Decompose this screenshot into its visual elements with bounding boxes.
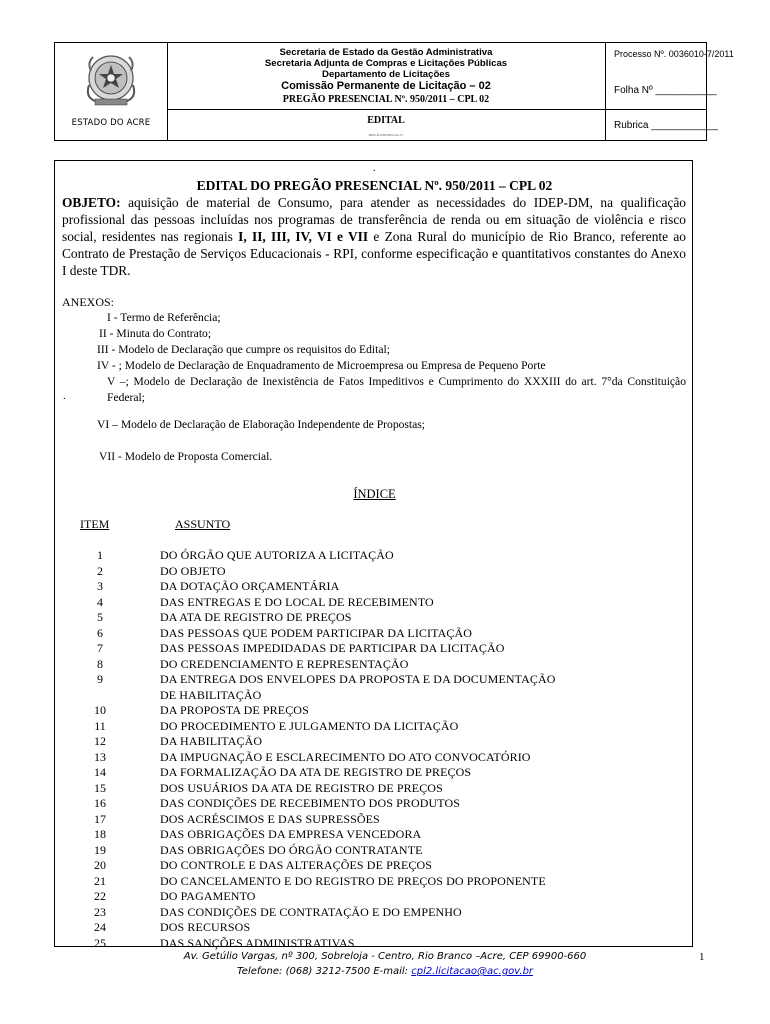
- processo-number: Processo Nº. 0036010-7/2011: [614, 49, 734, 59]
- anexo-item: I - Termo de Referência;: [107, 311, 221, 324]
- objeto-label: OBJETO:: [62, 195, 121, 210]
- index-item-number: 4: [97, 594, 103, 609]
- header-title-cell: [167, 43, 606, 140]
- anexo-item: IV - ; Modelo de Declaração de Enquadramento de Microempresa ou Empresa de Pequeno Porte: [97, 359, 546, 372]
- anexo-item: III - Modelo de Declaração que cumpre os requisitos do Edital;: [97, 343, 390, 356]
- index-item-number: 11: [94, 718, 106, 733]
- objeto-text-1: aquisição de material de Consumo, para atender as necessidades do IDEP-DM, na qualificação profissional das pessoas incluídas nos programas de transferência de renda ou em situação de violência e risco social, residentes nas regionais: [62, 195, 686, 244]
- header-edital: EDITAL: [367, 115, 405, 126]
- header-departamento: Departamento de Licitações: [322, 69, 450, 80]
- page-number: 1: [699, 951, 705, 963]
- footer-phone: Telefone: (068) 3212-7500 E-mail:: [236, 966, 412, 977]
- header-edital-small: PREGÃO PRESENCIAL Nº: [368, 133, 404, 137]
- assunto-column-header: ASSUNTO: [175, 517, 231, 531]
- header-secretaria-adjunta: Secretaria Adjunta de Compras e Licitações Públicas: [264, 58, 508, 69]
- index-item-subject: DOS RECURSOS: [160, 920, 251, 934]
- index-item-number: 3: [97, 579, 103, 593]
- folha-field: Folha Nº ___________: [614, 85, 717, 96]
- index-item-subject: DO OBJETO: [160, 563, 226, 578]
- index-item-subject: DAS SANÇÕES ADMINISTRATIVAS: [160, 935, 355, 950]
- index-item-subject: DO CANCELAMENTO E DO REGISTRO DE PREÇOS DO PROPONENTE: [160, 873, 546, 888]
- index-item-subject: DOS ACRÉSCIMOS E DAS SUPRESSÕES: [160, 811, 380, 826]
- index-item-subject: DAS PESSOAS QUE PODEM PARTICIPAR DA LICITAÇÃO: [160, 625, 472, 640]
- index-item-number: 24: [94, 920, 106, 934]
- index-item-number: 6: [97, 625, 103, 640]
- index-item-subject: DAS ENTREGAS E DO LOCAL DE RECEBIMENTO: [160, 594, 434, 609]
- index-item-subject: DAS PESSOAS IMPEDIDADAS DE PARTICIPAR DA LICITAÇÃO: [160, 641, 505, 655]
- footer-email-link[interactable]: cpl2.licitacao@ac.gov.br: [411, 966, 534, 977]
- header-secretaria: Secretaria de Estado da Gestão Administrativa: [279, 47, 493, 58]
- index-item-subject-continuation: DE HABILITAÇÃO: [160, 687, 262, 702]
- index-item-subject: DA DOTAÇÃO ORÇAMENTÁRIA: [160, 579, 340, 593]
- index-item-number: 2: [97, 563, 103, 578]
- acre-coat-of-arms-icon: [81, 51, 141, 109]
- footer-contact: [0, 966, 770, 977]
- index-item-number: 16: [94, 796, 106, 810]
- anexo-dot: .: [63, 390, 66, 402]
- index-item-subject: DO CREDENCIAMENTO E REPRESENTAÇÃO: [160, 656, 409, 671]
- index-item-number: 15: [94, 780, 106, 795]
- indice-heading: ÍNDICE: [353, 487, 396, 501]
- header-logo-cell: [55, 43, 168, 140]
- index-item-subject: DAS OBRIGAÇÕES DA EMPRESA VENCEDORA: [160, 827, 422, 841]
- footer-address: Av. Getúlio Vargas, nº 300, Sobreloja - Centro, Rio Branco –Acre, CEP 69900-660: [183, 951, 587, 962]
- anexo-item: II - Minuta do Contrato;: [99, 327, 212, 340]
- header-divider: [167, 109, 605, 110]
- index-item-number: 21: [94, 873, 106, 888]
- index-item-subject: DAS OBRIGAÇÕES DO ÓRGÃO CONTRATANTE: [160, 842, 423, 857]
- index-item-subject: DAS CONDIÇÕES DE CONTRATAÇÃO E DO EMPENHO: [160, 904, 462, 919]
- index-item-number: 10: [94, 703, 106, 717]
- header-divider-right: [606, 109, 706, 110]
- index-item-subject: DA IMPUGNAÇÃO E ESCLARECIMENTO DO ATO CONVOCATÓRIO: [160, 749, 531, 764]
- anexo-item: VII - Modelo de Proposta Comercial.: [99, 450, 273, 463]
- index-item-subject: DA FORMALIZAÇÃO DA ATA DE REGISTRO DE PREÇOS: [160, 765, 472, 779]
- index-item-subject: DO PROCEDIMENTO E JULGAMENTO DA LICITAÇÃO: [160, 718, 459, 733]
- rubrica-field: Rubrica ____________: [614, 120, 718, 131]
- index-item-subject: DO PAGAMENTO: [160, 889, 256, 903]
- top-dot: .: [373, 163, 376, 174]
- index-item-number: 18: [94, 827, 106, 841]
- header-processo-cell: [606, 43, 734, 140]
- index-item-number: 25: [94, 935, 106, 950]
- index-item-number: 5: [97, 610, 103, 624]
- edital-body: [54, 160, 693, 950]
- header-pregao: PREGÃO PRESENCIAL Nº. 950/2011 – CPL 02: [282, 94, 490, 105]
- objeto-paragraph: [62, 194, 686, 279]
- objeto-text-2: e Zona Rural do município de Rio Branco, referente ao Contrato de Prestação de Serviços Educacionais - RPI, conforme especificação e quantitativos constantes do Anexo I deste TDR.: [62, 229, 686, 278]
- estado-do-acre-label: ESTADO DO ACRE: [71, 118, 151, 128]
- edital-title: EDITAL DO PREGÃO PRESENCIAL Nº. 950/2011 – CPL 02: [196, 178, 553, 193]
- index-item-subject: DO CONTROLE E DAS ALTERAÇÕES DE PREÇOS: [160, 858, 433, 872]
- anexo-item: VI – Modelo de Declaração de Elaboração Independente de Propostas;: [97, 418, 426, 431]
- index-item-number: 12: [94, 734, 106, 748]
- index-item-number: 14: [94, 765, 106, 779]
- index-item-subject: DA ATA DE REGISTRO DE PREÇOS: [160, 610, 352, 624]
- index-item-number: 8: [97, 656, 103, 671]
- index-item-number: 23: [94, 904, 106, 919]
- index-item-subject: DA ENTREGA DOS ENVELOPES DA PROPOSTA E DA DOCUMENTAÇÃO: [160, 672, 556, 686]
- index-item-subject: DOS USUÁRIOS DA ATA DE REGISTRO DE PREÇOS: [160, 780, 443, 795]
- header-comissao: Comissão Permanente de Licitação – 02: [281, 80, 491, 92]
- objeto-regionais: I, II, III, IV, VI e VII: [238, 229, 369, 244]
- index-item-number: 9: [97, 672, 103, 686]
- index-item-number: 7: [97, 641, 103, 655]
- document-header: [54, 42, 734, 141]
- index-item-number: 13: [94, 749, 106, 764]
- index-item-subject: DAS CONDIÇÕES DE RECEBIMENTO DOS PRODUTOS: [160, 796, 461, 810]
- index-item-number: 17: [94, 811, 106, 826]
- index-item-number: 1: [97, 548, 103, 562]
- index-item-number: 20: [94, 858, 106, 872]
- anexo-item: V –; Modelo de Declaração de Inexistência de Fatos Impeditivos e Cumprimento do XXXIII do art. 7°da Constituição Federal;: [107, 375, 686, 404]
- index-item-subject: DA HABILITAÇÃO: [160, 734, 263, 748]
- index-item-number: 19: [94, 842, 106, 857]
- item-column-header: ITEM: [80, 517, 110, 531]
- index-item-subject: DA PROPOSTA DE PREÇOS: [160, 703, 309, 717]
- index-item-number: 22: [94, 889, 106, 903]
- anexos-heading: ANEXOS:: [62, 295, 115, 309]
- index-item-subject: DO ÓRGÃO QUE AUTORIZA A LICITAÇÃO: [160, 548, 394, 562]
